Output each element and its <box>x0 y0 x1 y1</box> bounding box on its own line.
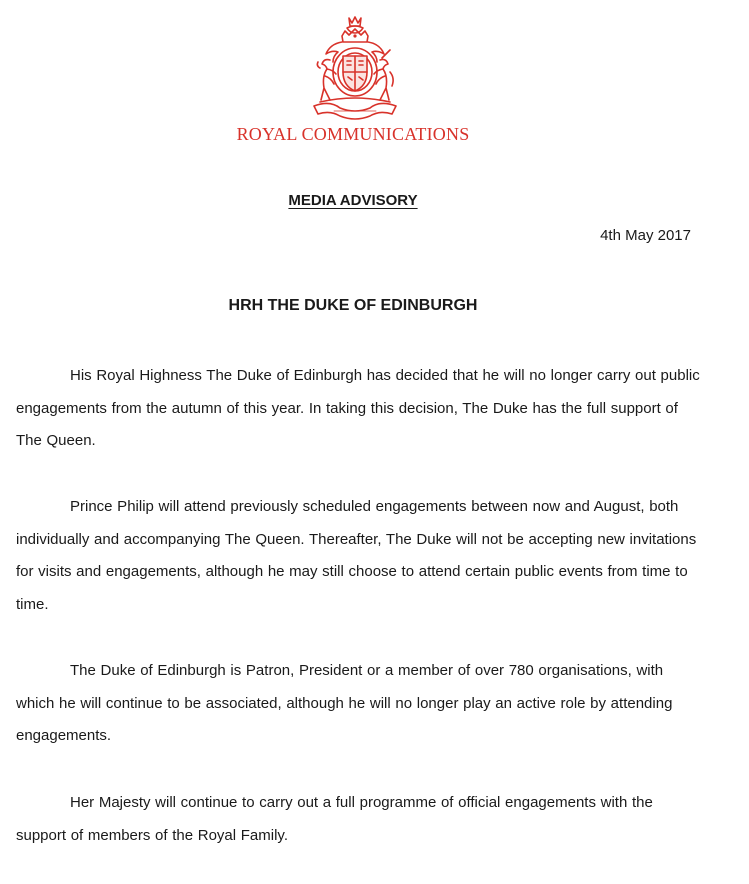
organization-name: ROYAL COMMUNICATIONS <box>236 124 470 144</box>
body-paragraph-2: Prince Philip will attend previously scheduled engagements between now and August, both individually and accompanying The Queen. Thereafter, The Duke will not be accepting new invitations for visits and engagements, although he may still choose to attend certain public events from time to time. <box>16 498 697 613</box>
royal-coat-of-arms-logo <box>300 14 410 126</box>
body-paragraph-3: The Duke of Edinburgh is Patron, President or a member of over 780 organisations, with which he will continue to be associated, although he will no longer play an active role by attending engagements. <box>16 662 673 744</box>
release-date: 4th May 2017 <box>600 227 691 244</box>
document-headline: HRH THE DUKE OF EDINBURGH <box>228 297 478 314</box>
body-paragraph-4: Her Majesty will continue to carry out a full programme of official engagements with the support of members of the Royal Family. <box>16 794 653 844</box>
media-advisory-heading: MEDIA ADVISORY <box>288 192 418 209</box>
body-paragraph-1: His Royal Highness The Duke of Edinburgh has decided that he will no longer carry out public engagements from the autumn of this year. In taking this decision, The Duke has the full support of The Queen. <box>16 367 700 449</box>
